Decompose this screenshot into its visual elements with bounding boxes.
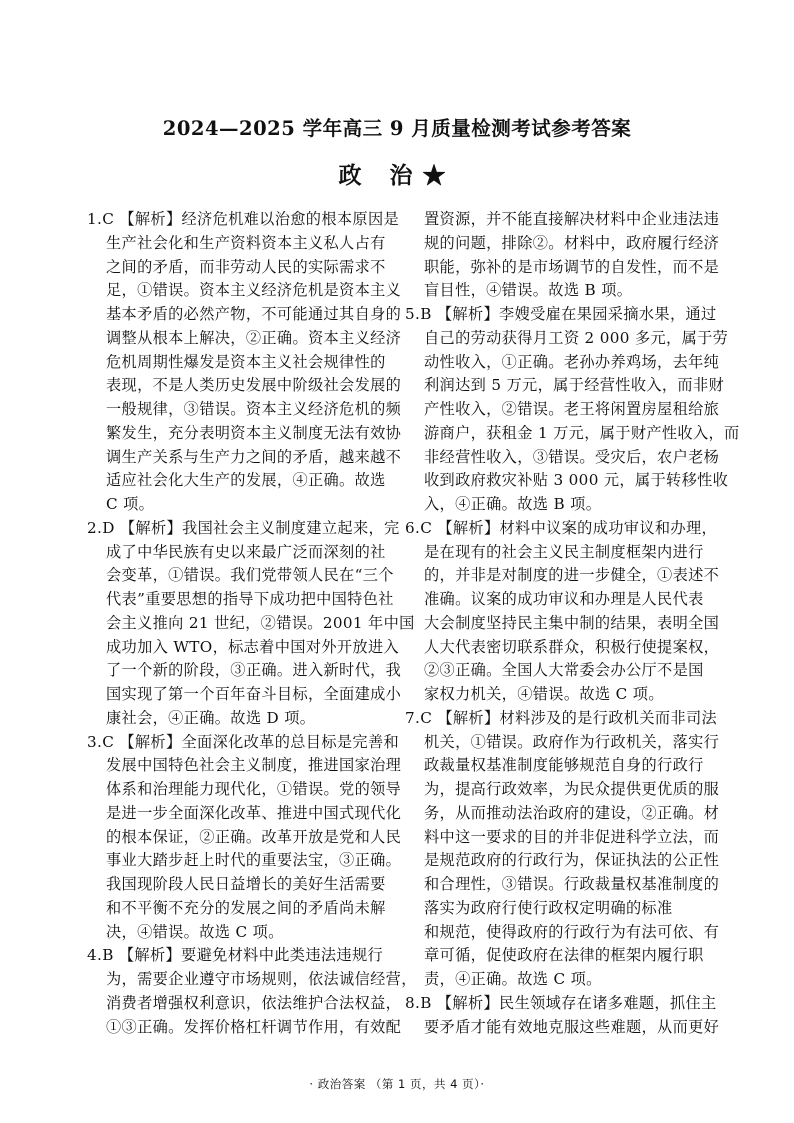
answer-text-line: 是规范政府的行政行为，保证执法的公正性 bbox=[424, 851, 720, 870]
answer-text-line: 适应社会化大生产的发展，④正确。故选 bbox=[106, 471, 386, 490]
answer-text-line: 事业大踏步赶上时代的重要法宝，③正确。 bbox=[106, 851, 402, 870]
answer-text-line: 规的问题，排除②。材料中，政府履行经济 bbox=[424, 233, 720, 252]
answer-text-line: 政裁量权基准制度能够规范自身的行政行 bbox=[424, 756, 704, 775]
answer-text-line: ②③正确。全国人大常委会办公厅不是国 bbox=[424, 661, 704, 680]
answer-text-line: 要矛盾才能有效地克服这些难题，从而更好 bbox=[424, 1017, 720, 1036]
answer-text-line: 大会制度坚持民主集中制的结果，表明全国 bbox=[424, 613, 720, 632]
answer-text-line: 一般规律，③错误。资本主义经济危机的频 bbox=[106, 400, 402, 418]
answer-text-line: 和合理性，③错误。行政裁量权基准制度的 bbox=[424, 875, 720, 893]
answer-text-line: 生产社会化和生产资料资本主义私人占有 bbox=[106, 233, 386, 252]
answer-text-line: 和不平衡不充分的发展之间的矛盾尚未解 bbox=[106, 898, 386, 917]
answer-text-line: 表现，不是人类历史发展中阶级社会发展的 bbox=[106, 376, 402, 395]
answer-text-line: 自己的劳动获得月工资 2 000 多元，属于劳 bbox=[424, 328, 729, 347]
answer-text-line: 调生产关系与生产力之间的矛盾，越来越不 bbox=[106, 447, 402, 466]
answer-text-line: 了一个新的阶段，③正确。进入新时代，我 bbox=[106, 661, 402, 680]
answer-text-line: 危机周期性爆发是资本主义社会规律性的 bbox=[106, 352, 386, 371]
answer-item-start-line: 1.C 【解析】经济危机难以治愈的根本原因是 bbox=[87, 210, 400, 228]
answer-text-line: 人大代表密切联系群众，积极行使提案权， bbox=[424, 637, 720, 656]
answer-text-line: 章可循，促使政府在法律的框架内履行职 bbox=[424, 946, 704, 965]
answer-text-line: 收到政府救灾补贴 3 000 元，属于转移性收 bbox=[424, 471, 729, 490]
answer-text-line: 动性收入，①正确。老孙办养鸡场，去年纯 bbox=[424, 352, 720, 371]
answer-text-line: 产性收入，②错误。老王将闲置房屋租给旅 bbox=[424, 400, 720, 418]
answer-text-line: 盲目性，④错误。故选 B 项。 bbox=[424, 281, 633, 300]
answer-text-line: 和规范，使得政府的行政行为有法可依、有 bbox=[424, 922, 720, 941]
answer-text-line: 的根本保证，②正确。改革开放是党和人民 bbox=[106, 827, 402, 846]
answer-item-start-line: 7.C 【解析】材料涉及的是行政机关而非司法 bbox=[405, 708, 718, 727]
answer-text-line: 成了中华民族有史以来最广泛而深刻的社 bbox=[106, 542, 386, 561]
answer-text-line: 准确。议案的成功审议和办理是人民代表 bbox=[424, 590, 704, 608]
answer-text-line: 之间的矛盾，而非劳动人民的实际需求不 bbox=[106, 257, 386, 276]
answer-text-line: 责，④正确。故选 C 项。 bbox=[424, 970, 602, 988]
answer-text-line: 家权力机关，④错误。故选 C 项。 bbox=[424, 685, 664, 703]
answer-text-line: 入，④正确。故选 B 项。 bbox=[424, 495, 602, 513]
answer-text-line: 为，需要企业遵守市场规则，依法诚信经营， bbox=[106, 970, 417, 988]
answer-text-line: 置资源，并不能直接解决材料中企业违法违 bbox=[424, 210, 720, 228]
answer-item-start-line: 4.B 【解析】要避免材料中此类违法违规行 bbox=[87, 946, 384, 965]
answer-text-line: 决，④错误。故选 C 项。 bbox=[106, 922, 284, 941]
left-column bbox=[87, 208, 417, 1039]
answer-text-line: 职能，弥补的是市场调节的自发性，而不是 bbox=[424, 257, 720, 276]
answer-text-line: 利润达到 5 万元，属于经营性收入，而非财 bbox=[424, 376, 725, 395]
answer-text-line: ①③正确。发挥价格杠杆调节作用，有效配 bbox=[106, 1017, 402, 1036]
answer-text-line: 是进一步全面深化改革、推进中国式现代化 bbox=[106, 803, 402, 822]
answer-item-start-line: 8.B 【解析】民生领域存在诸多难题，抓住主 bbox=[405, 993, 717, 1012]
answer-text-line: 代表”重要思想的指导下成功把中国特色社 bbox=[106, 590, 394, 608]
answer-item-start-line: 2.D 【解析】我国社会主义制度建立起来，完 bbox=[87, 518, 400, 537]
answer-text-line: 康社会，④正确。故选 D 项。 bbox=[106, 708, 316, 727]
answer-text-line: 会变革，①错误。我们党带领人民在“三个 bbox=[106, 566, 394, 585]
answer-text-line: 消费者增强权利意识，依法维护合法权益， bbox=[106, 993, 402, 1012]
answer-text-line: 游商户，获租金 1 万元，属于财产性收入，而 bbox=[424, 423, 740, 442]
answer-text-line: 我国现阶段人民日益增长的美好生活需要 bbox=[106, 875, 386, 893]
answer-text-line: 料中这一要求的目的并非促进科学立法，而 bbox=[424, 827, 720, 846]
answer-text-line: 足，①错误。资本主义经济危机是资本主义 bbox=[106, 281, 402, 300]
answer-text-line: 调整从根本上解决，②正确。资本主义经济 bbox=[106, 328, 402, 347]
answer-item-start-line: 5.B 【解析】李嫂受雇在果园采摘水果，通过 bbox=[405, 305, 717, 323]
answer-text-line: 成功加入 WTO，标志着中国对外开放进入 bbox=[106, 637, 400, 656]
answer-text-line: C 项。 bbox=[106, 495, 155, 513]
answer-text-line: 是在现有的社会主义民主制度框架内进行 bbox=[424, 542, 704, 561]
answer-text-line: 机关，①错误。政府作为行政机关，落实行 bbox=[424, 732, 720, 751]
answer-text-line: 繁发生，充分表明资本主义制度无法有效协 bbox=[106, 423, 402, 442]
answer-text-line: 会主义推向 21 世纪，②错误。2001 年中国 bbox=[106, 613, 415, 632]
answer-text-line: 的，并非是对制度的进一步健全，①表述不 bbox=[424, 566, 720, 585]
answer-item-start-line: 3.C 【解析】全面深化改革的总目标是完善和 bbox=[87, 732, 400, 751]
page-footer: · 政治答案 （第 1 页，共 4 页）· bbox=[309, 1077, 485, 1091]
answer-text-line: 为，提高行政效率，为民众提供更优质的服 bbox=[424, 780, 720, 798]
answer-text-line: 落实为政府行使行政权定明确的标准 bbox=[424, 898, 673, 917]
answer-text-line: 发展中国特色社会主义制度，推进国家治理 bbox=[106, 756, 402, 775]
answer-text-line: 务，从而推动法治政府的建设，②正确。材 bbox=[424, 803, 720, 822]
answer-text-line: 非经营性收入，③错误。受灾后，农户老杨 bbox=[424, 447, 720, 466]
answer-text-line: 基本矛盾的必然产物，不可能通过其自身的 bbox=[106, 305, 402, 323]
subject-heading: 政 治★ bbox=[338, 162, 456, 189]
right-column bbox=[405, 208, 740, 1039]
answer-item-start-line: 6.C 【解析】材料中议案的成功审议和办理， bbox=[405, 518, 718, 537]
page-title: 2024—2025 学年高三 9 月质量检测考试参考答案 bbox=[162, 117, 632, 140]
answer-text-line: 体系和治理能力现代化，①错误。党的领导 bbox=[106, 780, 402, 798]
answer-text-line: 国实现了第一个百年奋斗目标，全面建成小 bbox=[106, 685, 402, 703]
